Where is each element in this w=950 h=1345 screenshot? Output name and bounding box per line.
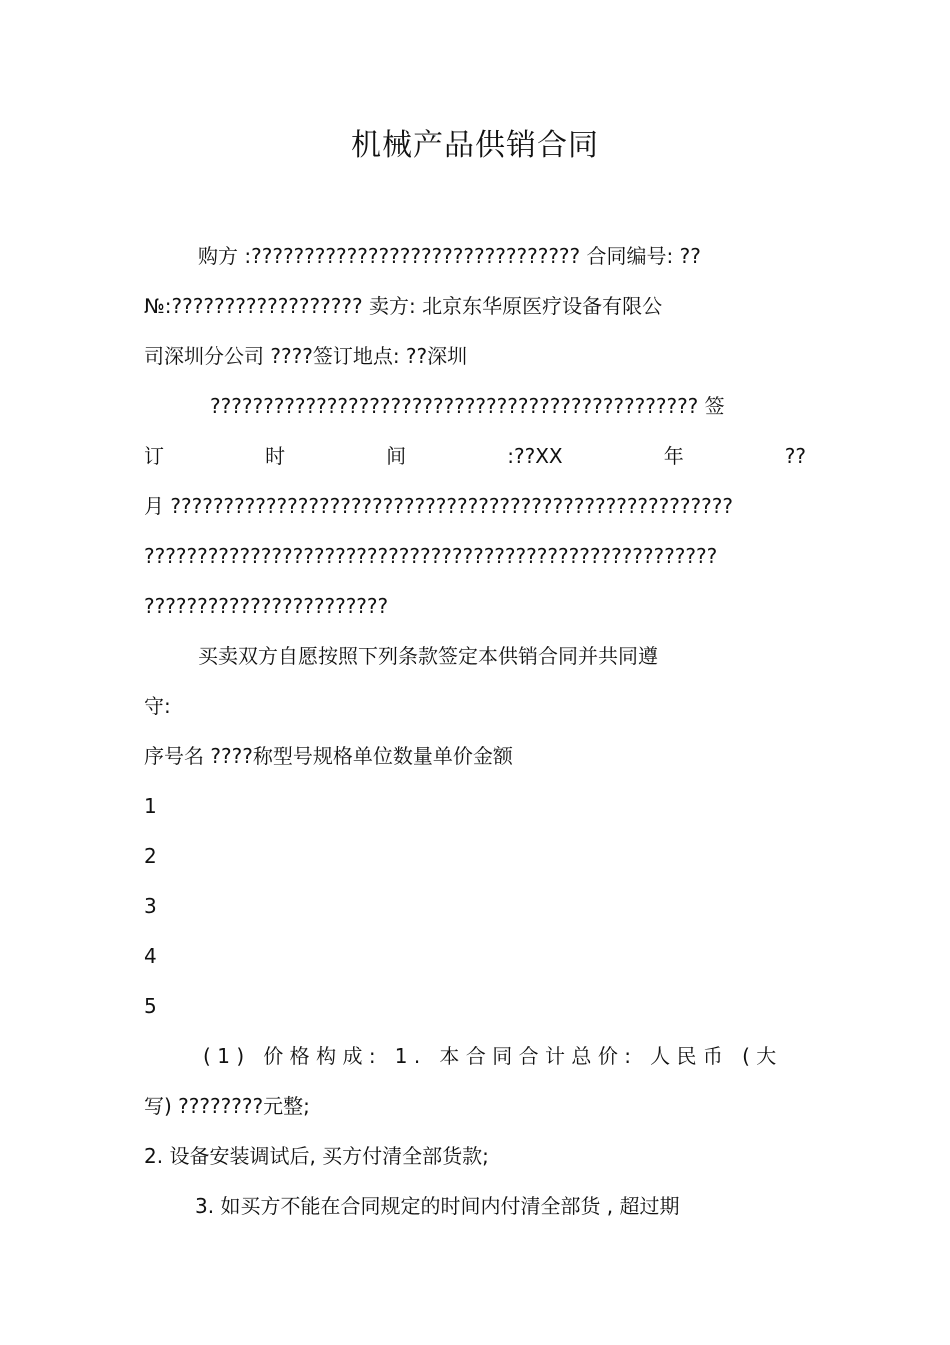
table-row-number: 1 [144, 794, 157, 818]
table-row-number: 2 [144, 844, 157, 868]
sign-time-year: :??XX [507, 444, 563, 468]
price-clause-cont: 写) ????????元整; [144, 1094, 310, 1118]
page-title: 机械产品供销合同 [351, 128, 599, 163]
sign-time-char: 订 [144, 444, 164, 468]
buyer-line: 购方 :??????????????????????????????? 合同编号: ?? [198, 244, 701, 268]
sign-place-line: 司深圳分公司 ????签订地点: ??深圳 [144, 344, 468, 368]
seller-line: №:?????????????????? 卖方: 北京东华原医疗设备有限公 [144, 294, 663, 318]
month-line: 月 ????????????????????????????????????????????????????? [144, 494, 733, 518]
sign-time-char: ?? [784, 444, 806, 468]
sign-time-char: 年 [663, 444, 684, 468]
agreement-line-cont: 守: [144, 694, 171, 718]
table-row-number: 5 [144, 994, 157, 1018]
agreement-line: 买卖双方自愿按照下列条款签定本供销合同并共同遵 [198, 644, 658, 668]
placeholder-line: ?????????????????????????????????????????????? 签 [210, 394, 725, 418]
placeholder-line: ??????????????????????? [144, 594, 389, 618]
late-payment-clause: 3. 如买方不能在合同规定的时间内付清全部货 , 超过期 [195, 1194, 680, 1218]
table-header: 序号名 ????称型号规格单位数量单价金额 [144, 744, 513, 768]
table-row-number: 4 [144, 944, 157, 968]
sign-time-char: 间 [386, 444, 407, 468]
sign-time-row [144, 441, 806, 471]
table-row-number: 3 [144, 894, 157, 918]
placeholder-line: ?????????????????????????????????????????????????????? [144, 544, 718, 568]
sign-time-char: 时 [265, 444, 286, 468]
price-clause: (1) 价格构成: 1. 本合同合计总价: 人民币 (大 [203, 1044, 783, 1068]
payment-clause: 2. 设备安装调试后, 买方付清全部货款; [144, 1144, 489, 1168]
